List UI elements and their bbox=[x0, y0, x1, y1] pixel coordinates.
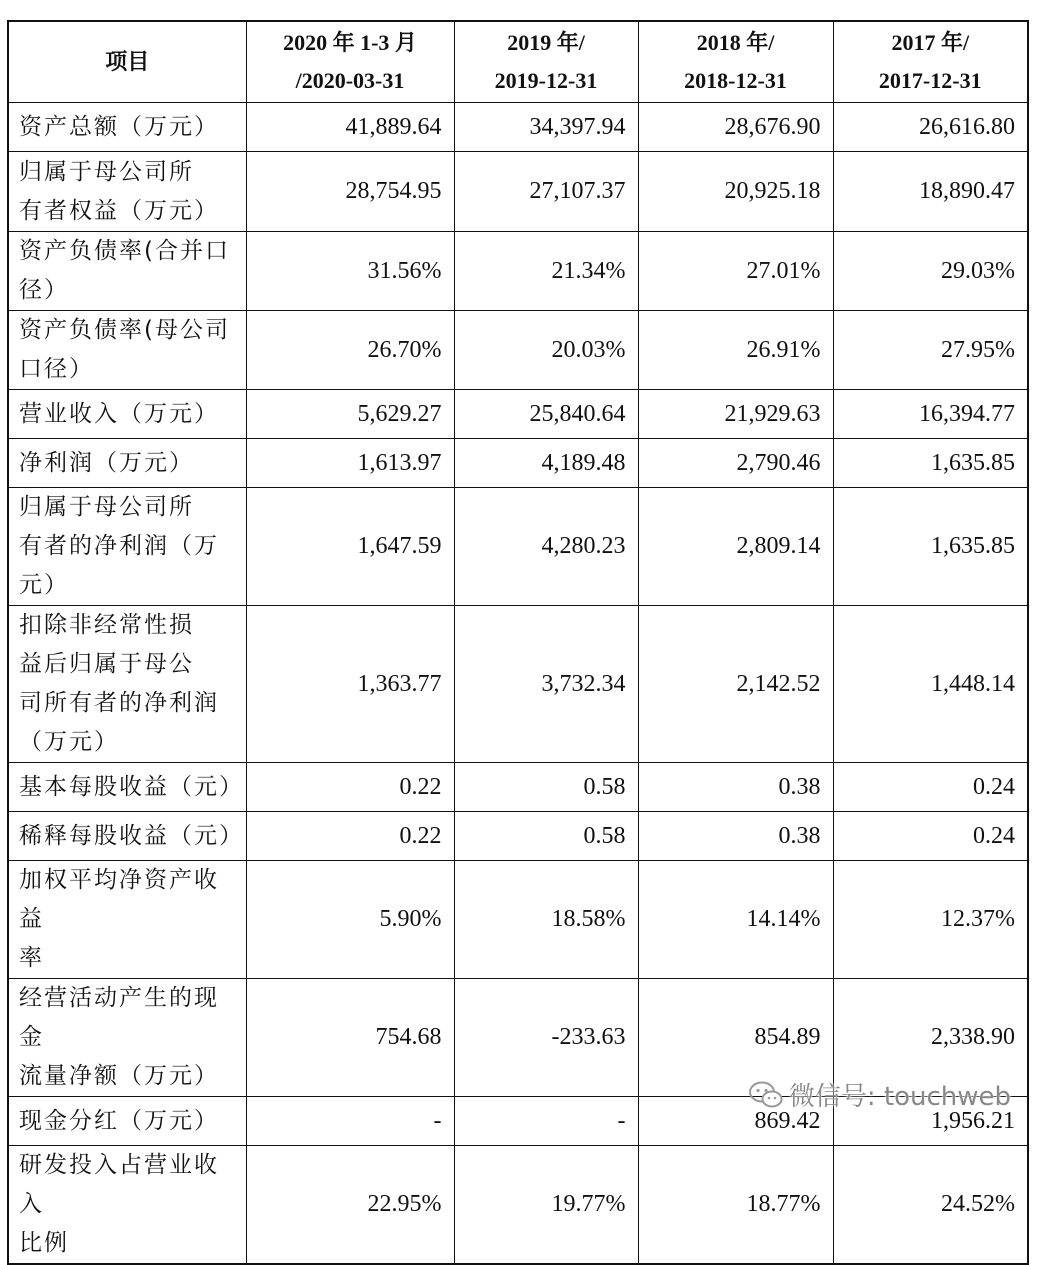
table-row bbox=[8, 152, 1028, 232]
row-label: 扣除非经常性损 益后归属于母公 司所有者的净利润 （万元） bbox=[8, 606, 246, 763]
table-row bbox=[8, 488, 1028, 606]
row-value: 2,142.52 bbox=[638, 606, 833, 763]
row-value: 28,676.90 bbox=[638, 103, 833, 152]
header-row bbox=[8, 21, 1028, 103]
wechat-icon bbox=[749, 1081, 783, 1109]
header-period-2020q1 bbox=[246, 21, 454, 103]
row-value: 2,809.14 bbox=[638, 488, 833, 606]
row-value: 0.38 bbox=[638, 763, 833, 812]
row-value: 4,280.23 bbox=[454, 488, 638, 606]
row-label: 现金分红（万元） bbox=[8, 1097, 246, 1146]
row-value: 18.77% bbox=[638, 1146, 833, 1265]
row-value: 21.34% bbox=[454, 232, 638, 311]
row-value: 26.91% bbox=[638, 311, 833, 390]
row-value: 0.58 bbox=[454, 812, 638, 861]
header-line-2: /2020-03-31 bbox=[295, 68, 405, 93]
row-value: 754.68 bbox=[246, 979, 454, 1097]
table-row bbox=[8, 606, 1028, 763]
table-row bbox=[8, 103, 1028, 152]
row-value: 20,925.18 bbox=[638, 152, 833, 232]
row-value: 29.03% bbox=[833, 232, 1028, 311]
row-value: 1,635.85 bbox=[833, 439, 1028, 488]
row-value: - bbox=[454, 1097, 638, 1146]
table-row bbox=[8, 861, 1028, 979]
row-value: 14.14% bbox=[638, 861, 833, 979]
row-value: 854.89 bbox=[638, 979, 833, 1097]
header-item-text: 项目 bbox=[105, 49, 150, 74]
row-value: 19.77% bbox=[454, 1146, 638, 1265]
row-value: 0.38 bbox=[638, 812, 833, 861]
row-value: 1,956.21 bbox=[833, 1097, 1028, 1146]
row-value: 0.24 bbox=[833, 763, 1028, 812]
header-line-1: 2017 年/ bbox=[891, 30, 970, 55]
row-label: 归属于母公司所 有者的净利润（万元） bbox=[8, 488, 246, 606]
row-value: 25,840.64 bbox=[454, 390, 638, 439]
row-value: 12.37% bbox=[833, 861, 1028, 979]
table-row bbox=[8, 1146, 1028, 1265]
row-label: 经营活动产生的现金 流量净额（万元） bbox=[8, 979, 246, 1097]
row-value: 0.24 bbox=[833, 812, 1028, 861]
header-line-2: 2019-12-31 bbox=[494, 68, 598, 93]
row-label: 基本每股收益（元） bbox=[8, 763, 246, 812]
header-item bbox=[8, 21, 246, 103]
row-value: 4,189.48 bbox=[454, 439, 638, 488]
header-line-2: 2017-12-31 bbox=[878, 68, 982, 93]
row-label: 资产总额（万元） bbox=[8, 103, 246, 152]
row-label: 加权平均净资产收益 率 bbox=[8, 861, 246, 979]
row-value: 18,890.47 bbox=[833, 152, 1028, 232]
header-period-2017 bbox=[833, 21, 1028, 103]
row-value: 869.42 bbox=[638, 1097, 833, 1146]
header-period-2018 bbox=[638, 21, 833, 103]
row-value: 0.58 bbox=[454, 763, 638, 812]
row-value: 21,929.63 bbox=[638, 390, 833, 439]
row-value: 1,448.14 bbox=[833, 606, 1028, 763]
row-value: 27.95% bbox=[833, 311, 1028, 390]
watermark-text: 微信号: touchweb bbox=[788, 1082, 1011, 1112]
row-value: 34,397.94 bbox=[454, 103, 638, 152]
row-label: 资产负债率(合并口 径） bbox=[8, 232, 246, 311]
table-row bbox=[8, 763, 1028, 812]
row-value: -233.63 bbox=[454, 979, 638, 1097]
row-label: 资产负债率(母公司 口径） bbox=[8, 311, 246, 390]
header-line-1: 2019 年/ bbox=[507, 30, 585, 55]
row-value: 27,107.37 bbox=[454, 152, 638, 232]
row-value: 5,629.27 bbox=[246, 390, 454, 439]
table-row bbox=[8, 812, 1028, 861]
row-value: 2,790.46 bbox=[638, 439, 833, 488]
row-value: 1,647.59 bbox=[246, 488, 454, 606]
row-value: 1,613.97 bbox=[246, 439, 454, 488]
row-value: 31.56% bbox=[246, 232, 454, 311]
row-label: 净利润（万元） bbox=[8, 439, 246, 488]
row-value: - bbox=[246, 1097, 454, 1146]
header-line-1: 2018 年/ bbox=[696, 30, 775, 55]
row-value: 18.58% bbox=[454, 861, 638, 979]
row-value: 1,363.77 bbox=[246, 606, 454, 763]
table-row bbox=[8, 439, 1028, 488]
row-label: 研发投入占营业收入 比例 bbox=[8, 1146, 246, 1265]
header-period-2019 bbox=[454, 21, 638, 103]
row-value: 28,754.95 bbox=[246, 152, 454, 232]
row-value: 26.70% bbox=[246, 311, 454, 390]
row-value: 24.52% bbox=[833, 1146, 1028, 1265]
row-value: 3,732.34 bbox=[454, 606, 638, 763]
row-value: 41,889.64 bbox=[246, 103, 454, 152]
row-value: 27.01% bbox=[638, 232, 833, 311]
row-label: 归属于母公司所 有者权益（万元） bbox=[8, 152, 246, 232]
row-value: 5.90% bbox=[246, 861, 454, 979]
row-value: 0.22 bbox=[246, 812, 454, 861]
row-value: 2,338.90 bbox=[833, 979, 1028, 1097]
table-row bbox=[8, 232, 1028, 311]
row-value: 20.03% bbox=[454, 311, 638, 390]
row-value: 26,616.80 bbox=[833, 103, 1028, 152]
wechat-watermark bbox=[749, 1076, 1011, 1113]
row-value: 0.22 bbox=[246, 763, 454, 812]
table-row bbox=[8, 390, 1028, 439]
header-line-2: 2018-12-31 bbox=[684, 68, 787, 93]
row-value: 1,635.85 bbox=[833, 488, 1028, 606]
header-line-1: 2020 年 1-3 月 bbox=[283, 30, 417, 55]
table-row bbox=[8, 311, 1028, 390]
row-label: 稀释每股收益（元） bbox=[8, 812, 246, 861]
row-label: 营业收入（万元） bbox=[8, 390, 246, 439]
row-value: 16,394.77 bbox=[833, 390, 1028, 439]
row-value: 22.95% bbox=[246, 1146, 454, 1265]
